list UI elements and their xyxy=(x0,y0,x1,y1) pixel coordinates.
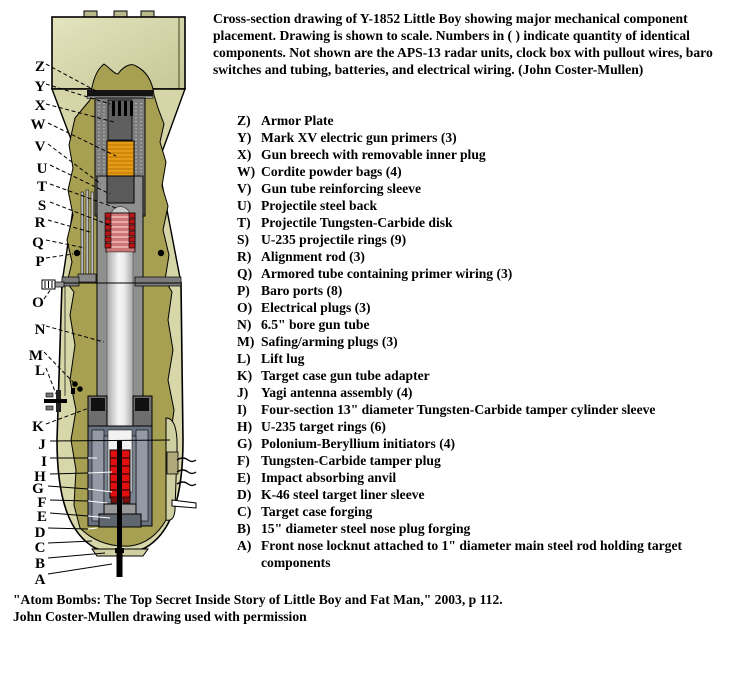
legend-label: Tungsten-Carbide tamper plug xyxy=(261,453,441,468)
legend-label: Yagi antenna assembly (4) xyxy=(261,385,413,400)
legend-letter: I) xyxy=(237,402,247,417)
legend-item-z xyxy=(237,112,729,129)
legend-item-k xyxy=(237,367,729,384)
callout-letter-y: Y xyxy=(34,79,46,95)
legend-letter: R) xyxy=(237,249,252,264)
legend-label: Armored tube containing primer wiring (3) xyxy=(261,266,513,281)
legend-letter: U) xyxy=(237,198,252,213)
source-credit xyxy=(13,591,713,625)
callout-letter-l: L xyxy=(34,363,45,379)
legend-item-u xyxy=(237,197,729,214)
legend-item-x xyxy=(237,146,729,163)
callout-letter-e: E xyxy=(36,509,47,525)
projectile-steel-back xyxy=(107,176,134,203)
legend-letter: K) xyxy=(237,368,253,383)
legend-label: Target case gun tube adapter xyxy=(261,368,430,383)
legend-letter: H) xyxy=(237,419,253,434)
leader-a xyxy=(48,564,112,574)
callout-letter-d: D xyxy=(34,525,46,541)
legend-item-t xyxy=(237,214,729,231)
legend-letter: X) xyxy=(237,147,252,162)
legend-label: Projectile steel back xyxy=(261,198,378,213)
legend-letter: Z) xyxy=(237,113,251,128)
legend-label: Armor Plate xyxy=(261,113,334,128)
legend-item-r xyxy=(237,248,729,265)
legend-letter: C) xyxy=(237,504,252,519)
callout-letter-k: K xyxy=(32,419,44,435)
legend-label: Alignment rod (3) xyxy=(261,249,365,264)
callout-letter-b: B xyxy=(34,556,45,572)
legend-letter: O) xyxy=(237,300,253,315)
legend-letter: B) xyxy=(237,521,251,536)
legend-label: K-46 steel target liner sleeve xyxy=(261,487,425,502)
baro-port-left xyxy=(74,250,80,256)
legend-item-y xyxy=(237,129,729,146)
legend-item-g xyxy=(237,435,729,452)
legend-label: U-235 projectile rings (9) xyxy=(261,232,407,247)
callout-letter-o: O xyxy=(32,295,44,311)
callout-letter-a: A xyxy=(34,572,46,588)
bore-gun-tube xyxy=(107,252,133,455)
legend-item-e xyxy=(237,469,729,486)
callout-letter-p: P xyxy=(35,254,45,270)
legend-letter: Q) xyxy=(237,266,253,281)
callout-letter-n: N xyxy=(34,322,46,338)
legend-item-l xyxy=(237,350,729,367)
callout-letter-i: I xyxy=(41,454,47,470)
legend-label: 15" diameter steel nose plug forging xyxy=(261,521,471,536)
callout-letter-h: H xyxy=(34,469,46,485)
legend-item-c xyxy=(237,503,729,520)
callout-letter-u: U xyxy=(36,161,48,177)
legend-item-i xyxy=(237,401,729,418)
legend-letter: M) xyxy=(237,334,255,349)
legend-label: U-235 target rings (6) xyxy=(261,419,386,434)
u235-projectile-rings xyxy=(105,213,135,252)
component-legend xyxy=(237,112,729,571)
cordite-powder-bags xyxy=(107,141,134,176)
baro-port-right xyxy=(158,250,164,256)
legend-item-n xyxy=(237,316,729,333)
callout-letter-f: F xyxy=(37,495,47,511)
legend-label: Cordite powder bags (4) xyxy=(261,164,402,179)
legend-letter: P) xyxy=(237,283,250,298)
legend-item-h xyxy=(237,418,729,435)
legend-letter: E) xyxy=(237,470,251,485)
legend-letter: D) xyxy=(237,487,252,502)
callout-letter-r: R xyxy=(34,215,46,231)
legend-label: Baro ports (8) xyxy=(261,283,343,298)
callout-letter-w: W xyxy=(30,117,46,133)
legend-item-v xyxy=(237,180,729,197)
legend-item-b xyxy=(237,520,729,537)
callout-letter-x: X xyxy=(34,98,46,114)
legend-letter: W) xyxy=(237,164,256,179)
callout-letter-g: G xyxy=(32,481,44,497)
callout-letter-j: J xyxy=(38,437,46,453)
legend-item-j xyxy=(237,384,729,401)
callout-letter-q: Q xyxy=(32,235,44,251)
electrical-plug xyxy=(42,280,64,289)
legend-letter: V) xyxy=(237,181,252,196)
legend-item-d xyxy=(237,486,729,503)
callout-letter-v: V xyxy=(34,139,46,155)
legend-letter: J) xyxy=(237,385,249,400)
legend-label: 6.5" bore gun tube xyxy=(261,317,370,332)
legend-label: Target case forging xyxy=(261,504,373,519)
legend-label: Impact absorbing anvil xyxy=(261,470,397,485)
legend-item-o xyxy=(237,299,729,316)
legend-label: Safing/arming plugs (3) xyxy=(261,334,398,349)
callout-letter-c: C xyxy=(34,540,46,556)
legend-letter: Y) xyxy=(237,130,252,145)
legend-letter: G) xyxy=(237,436,253,451)
legend-label: Polonium-Beryllium initiators (4) xyxy=(261,436,456,451)
armor-plate xyxy=(87,90,153,99)
legend-letter: F) xyxy=(237,453,250,468)
callout-letter-z: Z xyxy=(34,59,45,75)
legend-label: Front nose locknut attached to 1" diameter main steel rod holding target components xyxy=(261,538,683,570)
legend-label: Electrical plugs (3) xyxy=(261,300,371,315)
legend-item-p xyxy=(237,282,729,299)
legend-label: Gun breech with removable inner plug xyxy=(261,147,486,162)
callout-letter-m: M xyxy=(28,348,44,364)
legend-label: Projectile Tungsten-Carbide disk xyxy=(261,215,453,230)
callout-letter-s: S xyxy=(37,198,47,214)
legend-item-s xyxy=(237,231,729,248)
legend-label: Mark XV electric gun primers (3) xyxy=(261,130,457,145)
legend-label: Lift lug xyxy=(261,351,305,366)
legend-letter: S) xyxy=(237,232,250,247)
legend-letter: T) xyxy=(237,215,251,230)
legend-letter: A) xyxy=(237,538,252,553)
legend-item-w xyxy=(237,163,729,180)
caption-paragraph: Cross-section drawing of Y-1852 Little Boy showing major mechanical component placement. Drawing is shown to scale. Numbers in ( ) indicate quantity of identical components. Not shown are the APS-13 radar units, clock box with pullout wires, baro switches and tubing, batteries, and electrical wiring. (John Coster-Mullen) xyxy=(213,11,713,77)
legend-item-m xyxy=(237,333,729,350)
legend-item-f xyxy=(237,452,729,469)
legend-item-a xyxy=(237,537,729,571)
legend-item-q xyxy=(237,265,729,282)
legend-label: Four-section 13" diameter Tungsten-Carbide tamper cylinder sleeve xyxy=(261,402,656,417)
callout-letter-t: T xyxy=(36,179,47,195)
legend-letter: L) xyxy=(237,351,251,366)
legend-label: Gun tube reinforcing sleeve xyxy=(261,181,421,196)
legend-letter: N) xyxy=(237,317,252,332)
permission-note: John Coster-Mullen drawing used with permission xyxy=(13,609,307,624)
source-citation: "Atom Bombs: The Top Secret Inside Story of Little Boy and Fat Man," 2003, p 112. xyxy=(13,592,503,607)
